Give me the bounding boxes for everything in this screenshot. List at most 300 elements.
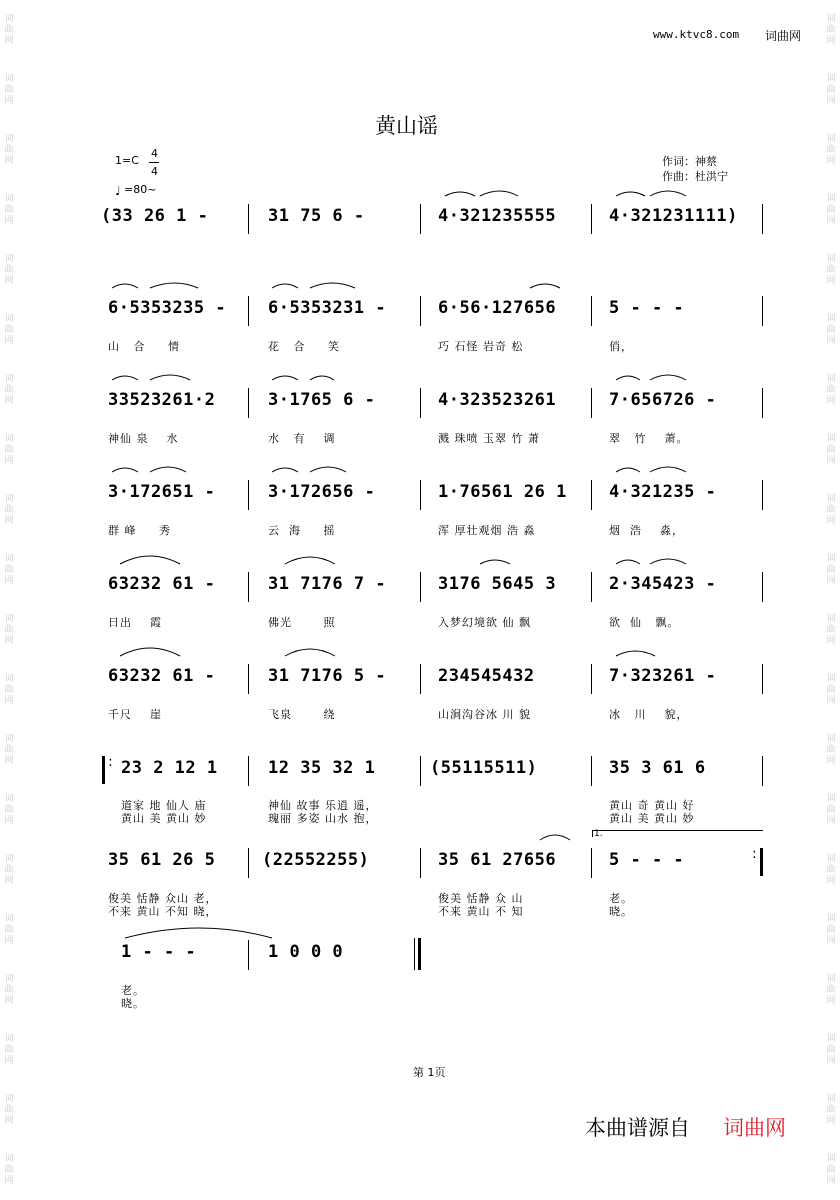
watermark-glyph: 网 [826, 575, 836, 586]
row1-lyric1: 山 合 情 [108, 340, 180, 353]
watermark-glyph: 网 [826, 815, 836, 826]
barline [420, 480, 421, 510]
row6-lyric1-verse2: 黄山 美 黄山 妙 [121, 812, 207, 825]
slur [112, 468, 138, 472]
slur [616, 192, 645, 196]
source-label: 本曲谱源自 [585, 1116, 690, 1140]
slur [650, 467, 686, 472]
row3-measure2: 3·172656 - [268, 482, 376, 502]
row0-measure3: 4·321235555 [438, 206, 557, 226]
watermark-glyph: 词 [4, 1153, 14, 1164]
watermark-glyph: 曲 [826, 1104, 836, 1115]
time-signature-bottom: 4 [151, 165, 158, 178]
watermark-glyph: 网 [4, 1115, 14, 1126]
watermark-glyph: 词 [826, 553, 836, 564]
watermark-glyph: 词 [4, 133, 14, 144]
slur [272, 468, 298, 472]
barline [420, 296, 421, 326]
watermark-glyph: 曲 [826, 984, 836, 995]
final-barline-thin [414, 938, 415, 970]
slur [616, 560, 640, 564]
watermark-group [824, 180, 838, 240]
row0-measure4: 4·321231111) [609, 206, 738, 226]
watermark-group [824, 240, 838, 300]
row6-lyric4-verse2: 黄山 美 黄山 妙 [609, 812, 695, 825]
row8-lyric1-verse2: 晓。 [121, 997, 145, 1010]
watermark-glyph: 曲 [4, 564, 14, 575]
barline [762, 480, 763, 510]
composer-credit: 作曲：杜洪宁 [662, 170, 728, 183]
watermark-glyph: 词 [826, 373, 836, 384]
watermark-glyph: 曲 [4, 204, 14, 215]
barline [420, 848, 421, 878]
barline [762, 388, 763, 418]
watermark-glyph: 曲 [4, 684, 14, 695]
row2-lyric1: 神仙 泉 水 [108, 432, 179, 445]
slur [616, 651, 655, 656]
row7-lyric3-verse2: 不来 黄山 不 知 [438, 905, 524, 918]
slur [650, 375, 686, 380]
watermark-glyph: 曲 [826, 864, 836, 875]
row5-lyric2: 飞泉 绕 [268, 708, 336, 721]
row2-lyric4: 翠 竹 萧。 [609, 432, 689, 445]
row7-measure2: (22552255) [262, 850, 370, 870]
watermark-glyph: 曲 [4, 444, 14, 455]
row8-measure2: 1 0 0 0 [268, 942, 344, 962]
watermark-glyph: 网 [826, 1115, 836, 1126]
watermark-glyph: 曲 [826, 204, 836, 215]
quarter-note-icon: ♩ [115, 184, 121, 198]
barline [591, 756, 592, 786]
barline [591, 480, 592, 510]
watermark-glyph: 网 [826, 635, 836, 646]
slur [272, 376, 298, 380]
watermark-glyph: 曲 [826, 1044, 836, 1055]
repeat-dots: : [108, 754, 113, 770]
barline [591, 848, 592, 878]
watermark-glyph: 曲 [4, 264, 14, 275]
watermark-group [824, 840, 838, 900]
watermark-glyph: 网 [826, 335, 836, 346]
row6-measure1: 23 2 12 1 [121, 758, 218, 778]
row7-measure1: 35 61 26 5 [108, 850, 216, 870]
watermark-glyph: 词 [826, 1093, 836, 1104]
slur [310, 376, 334, 380]
watermark-glyph: 曲 [4, 864, 14, 875]
row7-measure4: 5 - - - [609, 850, 685, 870]
barline [591, 388, 592, 418]
barline [248, 572, 249, 602]
watermark-group [824, 480, 838, 540]
row1-lyric3: 巧 石怪 岩奇 松 [438, 340, 524, 353]
watermark-glyph: 词 [826, 253, 836, 264]
watermark-glyph: 曲 [4, 1104, 14, 1115]
row7-lyric4-verse2: 晓。 [609, 905, 633, 918]
slur [150, 375, 190, 380]
repeat-dots: : [752, 846, 757, 862]
watermark-glyph: 网 [4, 935, 14, 946]
watermark-group [2, 300, 16, 360]
source-site-link[interactable]: 词曲网 [723, 1116, 786, 1140]
watermark-group [2, 1020, 16, 1080]
row8-measure1: 1 - - - [121, 942, 197, 962]
watermark-glyph: 词 [826, 433, 836, 444]
watermark-glyph: 网 [4, 35, 14, 46]
slur [285, 557, 335, 564]
row7-lyric1: 俊美 恬静 众山 老， [108, 892, 218, 905]
watermark-glyph: 词 [826, 793, 836, 804]
watermark-glyph: 词 [4, 13, 14, 24]
row3-measure1: 3·172651 - [108, 482, 216, 502]
watermark-glyph: 网 [826, 35, 836, 46]
watermark-glyph: 词 [4, 613, 14, 624]
row5-measure1: 63232 61 - [108, 666, 216, 686]
row4-lyric2: 佛光 照 [268, 616, 336, 629]
watermark-glyph: 词 [4, 253, 14, 264]
watermark-glyph: 词 [826, 1153, 836, 1164]
barline [591, 572, 592, 602]
watermark-group [2, 240, 16, 300]
barline [420, 204, 421, 234]
watermark-group [2, 120, 16, 180]
final-barline-thick [418, 938, 421, 970]
watermark-glyph: 曲 [826, 504, 836, 515]
row5-measure3: 234545432 [438, 666, 535, 686]
slur [112, 284, 138, 288]
barline [248, 756, 249, 786]
watermark-glyph: 曲 [826, 1164, 836, 1175]
slur [120, 648, 180, 656]
watermark-glyph: 词 [4, 853, 14, 864]
watermark-glyph: 词 [4, 373, 14, 384]
volta-bracket [592, 830, 763, 837]
watermark-glyph: 曲 [826, 324, 836, 335]
slur [650, 559, 686, 564]
row5-lyric1: 千尺 崖 [108, 708, 162, 721]
barline [762, 756, 763, 786]
watermark-glyph: 网 [826, 755, 836, 766]
watermark-glyph: 曲 [4, 924, 14, 935]
watermark-glyph: 词 [4, 973, 14, 984]
time-signature-top: 4 [151, 147, 158, 160]
watermark-group [2, 360, 16, 420]
watermark-glyph: 曲 [826, 684, 836, 695]
slur [480, 560, 510, 564]
watermark-glyph: 曲 [4, 1044, 14, 1055]
watermark-glyph: 曲 [4, 804, 14, 815]
row1-measure1: 6·5353235 - [108, 298, 227, 318]
watermark-glyph: 网 [4, 95, 14, 106]
watermark-glyph: 网 [4, 575, 14, 586]
watermark-glyph: 曲 [826, 444, 836, 455]
row4-lyric1: 日出 霞 [108, 616, 162, 629]
slur [445, 192, 475, 196]
barline [248, 664, 249, 694]
row4-measure1: 63232 61 - [108, 574, 216, 594]
watermark-glyph: 网 [4, 995, 14, 1006]
barline [420, 572, 421, 602]
watermark-group [824, 720, 838, 780]
key-signature: 1=C [115, 154, 139, 167]
row7-lyric1-verse2: 不来 黄山 不知 晓， [108, 905, 218, 918]
watermark-glyph: 网 [826, 155, 836, 166]
row5-lyric3: 山涧沟谷冰 川 貌 [438, 708, 531, 721]
slur [530, 284, 560, 288]
watermark-group [824, 300, 838, 360]
watermark-glyph: 词 [4, 433, 14, 444]
watermark-glyph: 网 [826, 695, 836, 706]
row3-lyric4: 烟 浩 淼， [609, 524, 684, 537]
row2-lyric2: 水 有 调 [268, 432, 336, 445]
watermark-glyph: 曲 [826, 924, 836, 935]
row6-lyric4: 黄山 奇 黄山 好 [609, 799, 695, 812]
watermark-glyph: 词 [4, 673, 14, 684]
watermark-group [824, 420, 838, 480]
watermark-group [824, 600, 838, 660]
watermark-glyph: 词 [4, 493, 14, 504]
watermark-glyph: 网 [826, 395, 836, 406]
watermark-group [2, 540, 16, 600]
barline [591, 204, 592, 234]
watermark-glyph: 网 [4, 335, 14, 346]
row7-lyric3: 俊美 恬静 众 山 [438, 892, 524, 905]
slur [650, 191, 686, 196]
watermark-group [824, 1080, 838, 1140]
watermark-group [2, 480, 16, 540]
watermark-group [2, 180, 16, 240]
watermark-group [2, 600, 16, 660]
watermark-glyph: 词 [826, 313, 836, 324]
slur [285, 649, 335, 656]
watermark-glyph: 网 [4, 395, 14, 406]
row3-lyric3: 浑 厚壮观烟 浩 淼 [438, 524, 536, 537]
watermark-glyph: 曲 [4, 324, 14, 335]
watermark-glyph: 网 [4, 815, 14, 826]
row7-measure3: 35 61 27656 [438, 850, 557, 870]
row8-lyric1: 老。 [121, 984, 145, 997]
barline [248, 848, 249, 878]
row5-measure4: 7·323261 - [609, 666, 717, 686]
row1-lyric4: 俏， [609, 340, 633, 353]
barline [248, 940, 249, 970]
watermark-glyph: 曲 [826, 144, 836, 155]
song-title: 黄山谣 [375, 114, 438, 138]
slur [310, 283, 355, 288]
watermark-glyph: 词 [4, 193, 14, 204]
watermark-glyph: 网 [826, 95, 836, 106]
watermark-glyph: 网 [826, 875, 836, 886]
barline [420, 756, 421, 786]
watermark-glyph: 曲 [4, 744, 14, 755]
watermark-group [824, 900, 838, 960]
row2-measure2: 3·1765 6 - [268, 390, 376, 410]
watermark-glyph: 词 [4, 1033, 14, 1044]
watermark-group [824, 960, 838, 1020]
watermark-glyph: 曲 [4, 1164, 14, 1175]
watermark-group [2, 60, 16, 120]
watermark-group [824, 540, 838, 600]
row2-measure4: 7·656726 - [609, 390, 717, 410]
page-number: 第 1页 [413, 1066, 446, 1079]
watermark-glyph: 词 [826, 913, 836, 924]
row2-lyric3: 溅 珠喷 玉翠 竹 萧 [438, 432, 540, 445]
watermark-group [2, 900, 16, 960]
watermark-glyph: 词 [4, 793, 14, 804]
watermark-glyph: 网 [826, 215, 836, 226]
row7-lyric4: 老。 [609, 892, 633, 905]
watermark-glyph: 曲 [4, 984, 14, 995]
watermark-glyph: 曲 [4, 24, 14, 35]
watermark-glyph: 网 [4, 515, 14, 526]
row3-lyric2: 云 海 摇 [268, 524, 336, 537]
left-watermark [2, 0, 16, 1186]
barline [762, 204, 763, 234]
watermark-glyph: 网 [4, 1055, 14, 1066]
watermark-glyph: 曲 [4, 84, 14, 95]
watermark-glyph: 词 [826, 493, 836, 504]
watermark-group [824, 1020, 838, 1080]
barline [248, 388, 249, 418]
watermark-glyph: 曲 [826, 804, 836, 815]
watermark-group [2, 0, 16, 60]
watermark-group [2, 1140, 16, 1200]
slur [616, 376, 640, 380]
barline [762, 664, 763, 694]
row0-measure1: (33 26 1 - [101, 206, 209, 226]
slur [150, 283, 198, 288]
watermark-group [824, 60, 838, 120]
watermark-glyph: 网 [826, 1055, 836, 1066]
slur [120, 556, 180, 564]
row6-measure3: (55115511) [430, 758, 538, 778]
row1-lyric2: 花 合 笑 [268, 340, 340, 353]
barline [591, 664, 592, 694]
row4-measure3: 3176 5645 3 [438, 574, 557, 594]
watermark-group [2, 840, 16, 900]
row6-lyric2: 神仙 故事 乐逍 遥， [268, 799, 378, 812]
row0-measure2: 31 75 6 - [268, 206, 365, 226]
watermark-glyph: 词 [826, 973, 836, 984]
watermark-glyph: 词 [4, 313, 14, 324]
barline [248, 296, 249, 326]
watermark-glyph: 曲 [826, 564, 836, 575]
barline [762, 572, 763, 602]
repeat-end-barline [760, 848, 763, 876]
row4-measure4: 2·345423 - [609, 574, 717, 594]
watermark-glyph: 词 [826, 673, 836, 684]
repeat-start-barline [102, 756, 105, 784]
watermark-group [824, 360, 838, 420]
row1-measure4: 5 - - - [609, 298, 685, 318]
row1-measure3: 6·56·127656 [438, 298, 557, 318]
barline [248, 204, 249, 234]
watermark-glyph: 曲 [826, 24, 836, 35]
lyricist-credit: 作词：神蔡 [662, 155, 717, 168]
row4-lyric4: 欲 仙 飘。 [609, 616, 680, 629]
slur [540, 835, 570, 840]
watermark-glyph: 网 [4, 695, 14, 706]
watermark-glyph: 词 [826, 133, 836, 144]
row3-measure4: 4·321235 - [609, 482, 717, 502]
slur [310, 467, 346, 472]
watermark-glyph: 网 [4, 455, 14, 466]
watermark-group [2, 660, 16, 720]
watermark-glyph: 曲 [826, 624, 836, 635]
row1-measure2: 6·5353231 - [268, 298, 387, 318]
tempo-marking: =80~ [124, 183, 157, 196]
watermark-glyph: 网 [826, 1175, 836, 1186]
watermark-glyph: 曲 [826, 384, 836, 395]
right-watermark [824, 0, 838, 1186]
site-url[interactable]: www.ktvc8.com [653, 28, 740, 41]
row6-lyric1: 道家 地 仙人 庙 [121, 799, 207, 812]
row6-measure4: 35 3 61 6 [609, 758, 706, 778]
barline [420, 664, 421, 694]
watermark-group [824, 780, 838, 840]
watermark-glyph: 网 [826, 935, 836, 946]
row6-lyric2-verse2: 瑰丽 多姿 山水 抱， [268, 812, 378, 825]
watermark-group [2, 720, 16, 780]
tie [125, 928, 272, 938]
watermark-glyph: 曲 [826, 744, 836, 755]
watermark-glyph: 网 [4, 155, 14, 166]
watermark-glyph: 词 [4, 73, 14, 84]
watermark-group [824, 1140, 838, 1200]
slur [272, 284, 298, 288]
row4-measure2: 31 7176 7 - [268, 574, 387, 594]
slur [480, 191, 518, 196]
barline [420, 388, 421, 418]
watermark-glyph: 网 [4, 635, 14, 646]
watermark-glyph: 词 [826, 853, 836, 864]
watermark-group [824, 0, 838, 60]
row5-measure2: 31 7176 5 - [268, 666, 387, 686]
watermark-glyph: 网 [826, 275, 836, 286]
watermark-group [824, 120, 838, 180]
volta-label: 1. [594, 829, 603, 839]
watermark-glyph: 网 [4, 755, 14, 766]
watermark-group [2, 960, 16, 1020]
barline [248, 480, 249, 510]
row5-lyric4: 冰 川 貌， [609, 708, 689, 721]
watermark-group [2, 420, 16, 480]
row3-lyric1: 群 峰 秀 [108, 524, 171, 537]
watermark-glyph: 词 [4, 553, 14, 564]
time-signature-line [149, 162, 159, 163]
watermark-group [824, 660, 838, 720]
watermark-glyph: 曲 [4, 144, 14, 155]
watermark-glyph: 网 [4, 215, 14, 226]
row2-measure1: 33523261·2 [108, 390, 216, 410]
watermark-glyph: 词 [826, 613, 836, 624]
watermark-glyph: 网 [826, 515, 836, 526]
row2-measure3: 4·323523261 [438, 390, 557, 410]
watermark-glyph: 曲 [826, 264, 836, 275]
barline [762, 296, 763, 326]
slur [150, 467, 186, 472]
row6-measure2: 12 35 32 1 [268, 758, 376, 778]
watermark-glyph: 网 [826, 995, 836, 1006]
site-name[interactable]: 词曲网 [765, 29, 802, 43]
watermark-glyph: 词 [826, 73, 836, 84]
watermark-group [2, 1080, 16, 1140]
watermark-glyph: 词 [4, 733, 14, 744]
watermark-glyph: 词 [826, 1033, 836, 1044]
watermark-glyph: 词 [4, 913, 14, 924]
watermark-glyph: 词 [826, 193, 836, 204]
watermark-glyph: 网 [4, 275, 14, 286]
watermark-glyph: 曲 [4, 624, 14, 635]
